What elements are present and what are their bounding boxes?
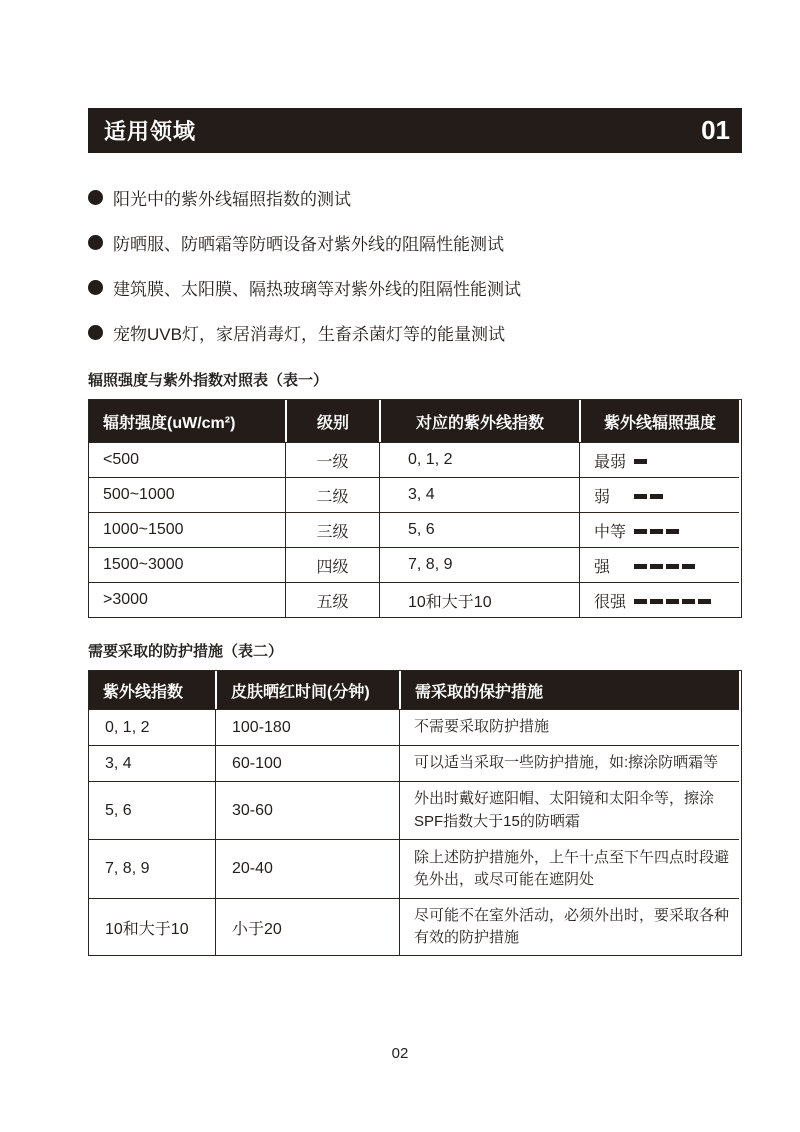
strength-label: 弱 <box>594 488 611 506</box>
table-cell: 三级 <box>285 512 379 547</box>
section-title: 适用领域 <box>104 119 197 144</box>
table-cell: 外出时戴好遮阳帽、太阳镜和太阳伞等，擦涂SPF指数大于15的防晒霜 <box>399 781 739 839</box>
table-cell: 除上述防护措施外，上午十点至下午四点时段避免外出，或尽可能在遮阴处 <box>399 839 739 898</box>
strength-label: 最弱 <box>594 453 627 471</box>
table-cell: 二级 <box>285 477 379 512</box>
intensity-dash-icon <box>634 459 647 464</box>
table-cell: 0, 1, 2 <box>89 709 215 745</box>
table-cell: 7, 8, 9 <box>379 547 579 582</box>
strength-label: 中等 <box>594 523 627 541</box>
list-item <box>88 265 742 310</box>
table-cell: 1500~3000 <box>89 547 285 582</box>
table-cell <box>579 477 739 512</box>
list-item <box>88 175 742 220</box>
table-cell: 20-40 <box>215 839 399 898</box>
bullet-text: 宠物UVB灯，家居消毒灯，生畜杀菌灯等的能量测试 <box>113 325 505 344</box>
bullet-text: 防晒服、防晒霜等防晒设备对紫外线的阻隔性能测试 <box>113 235 504 254</box>
table2-header-uvindex: 紫外线指数 <box>89 671 215 709</box>
table-cell: 100-180 <box>215 709 399 745</box>
strength-bars <box>634 486 666 504</box>
table-cell: <500 <box>89 442 285 477</box>
intensity-dash-icon <box>682 599 695 604</box>
table-cell: 五级 <box>285 582 379 617</box>
bullet-text: 建筑膜、太阳膜、隔热玻璃等对紫外线的阻隔性能测试 <box>113 280 521 299</box>
strength-bars <box>634 521 682 539</box>
table-cell: 7, 8, 9 <box>89 839 215 898</box>
bullet-list <box>88 175 742 355</box>
table-cell <box>579 582 739 617</box>
table-cell: 尽可能不在室外活动，必须外出时，要采取各种有效的防护措施 <box>399 898 739 955</box>
strength-bars <box>634 451 650 469</box>
table-cell: 3, 4 <box>379 477 579 512</box>
table-cell: 1000~1500 <box>89 512 285 547</box>
bullet-icon <box>88 325 103 340</box>
bullet-icon <box>88 235 103 250</box>
table-cell: 可以适当采取一些防护措施，如:擦涂防晒霜等 <box>399 745 739 781</box>
table-cell: 60-100 <box>215 745 399 781</box>
table1-header-radiation: 辐射强度(uW/cm²) <box>89 400 285 442</box>
intensity-dash-icon <box>634 599 647 604</box>
list-item <box>88 220 742 265</box>
intensity-dash-icon <box>634 564 647 569</box>
table-cell <box>579 547 739 582</box>
list-item <box>88 310 742 355</box>
table1-header-strength: 紫外线辐照强度 <box>579 400 739 442</box>
table1-header-level: 级别 <box>285 400 379 442</box>
bullet-icon <box>88 190 103 205</box>
uv-index-table <box>88 399 742 618</box>
table-cell: 5, 6 <box>89 781 215 839</box>
table2-header-measures: 需采取的保护措施 <box>399 671 739 709</box>
table-cell: 500~1000 <box>89 477 285 512</box>
table-cell: 3, 4 <box>89 745 215 781</box>
table-cell: >3000 <box>89 582 285 617</box>
intensity-dash-icon <box>650 564 663 569</box>
intensity-dash-icon <box>634 529 647 534</box>
section-number: 01 <box>701 115 730 145</box>
table-cell: 0, 1, 2 <box>379 442 579 477</box>
intensity-dash-icon <box>650 529 663 534</box>
intensity-dash-icon <box>650 494 663 499</box>
table-cell <box>579 512 739 547</box>
table-cell <box>579 442 739 477</box>
strength-label: 很强 <box>594 593 627 611</box>
table-cell: 30-60 <box>215 781 399 839</box>
table-cell: 10和大于10 <box>89 898 215 955</box>
page-content <box>88 108 742 956</box>
section-title-bar <box>88 108 742 153</box>
intensity-dash-icon <box>682 564 695 569</box>
intensity-dash-icon <box>650 599 663 604</box>
strength-bars <box>634 591 714 609</box>
intensity-dash-icon <box>666 599 679 604</box>
table-cell: 5, 6 <box>379 512 579 547</box>
table-cell: 小于20 <box>215 898 399 955</box>
table1-header-uvindex: 对应的紫外线指数 <box>379 400 579 442</box>
table-cell: 10和大于10 <box>379 582 579 617</box>
bullet-text: 阳光中的紫外线辐照指数的测试 <box>113 190 351 209</box>
intensity-dash-icon <box>634 494 647 499</box>
table-cell: 四级 <box>285 547 379 582</box>
strength-bars <box>634 556 698 574</box>
table1-caption: 辐照强度与紫外指数对照表（表一） <box>88 372 329 389</box>
intensity-dash-icon <box>698 599 711 604</box>
bullet-icon <box>88 280 103 295</box>
table-cell: 一级 <box>285 442 379 477</box>
table-cell: 不需要采取防护措施 <box>399 709 739 745</box>
intensity-dash-icon <box>666 529 679 534</box>
page-number: 02 <box>391 1045 409 1062</box>
table2-header-time: 皮肤晒红时间(分钟) <box>215 671 399 709</box>
strength-label: 强 <box>594 558 611 576</box>
protection-measures-table <box>88 670 742 956</box>
table2-caption: 需要采取的防护措施（表二） <box>88 643 284 660</box>
intensity-dash-icon <box>666 564 679 569</box>
